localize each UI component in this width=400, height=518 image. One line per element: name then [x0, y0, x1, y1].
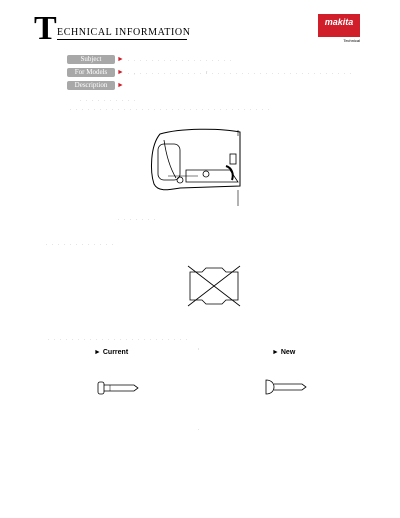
description-text-faint-1: . . . . . . . . . .: [80, 97, 137, 102]
logo-subtext: Technical: [343, 38, 360, 43]
paragraph-faint-3: . . . . . . . . . . . . . . . . . . . . . . . .: [48, 336, 189, 341]
paragraph-faint-2: . . . . . . . . . . . .: [46, 241, 115, 246]
description-text-faint-2: . . . . . . . . . . . . . . . . . . . . . . . . . . . . . . . . . .: [70, 106, 271, 111]
current-screw-illustration: [96, 380, 140, 396]
for-models-arrow-icon: ►: [117, 68, 124, 76]
subject-arrow-icon: ►: [117, 55, 124, 63]
subject-tab: Subject: [67, 55, 115, 64]
title-initial-letter: T: [34, 10, 57, 47]
new-label: ► New: [272, 349, 296, 356]
models-text-faint: . , . . . . . . . . . . . / . . . . . . . . . . . . . . . . . . . . . . . .: [128, 70, 354, 75]
page-title: ECHNICAL INFORMATION: [57, 27, 191, 38]
description-arrow-icon: ►: [117, 81, 124, 89]
figure-caption-faint: . . . . . . .: [118, 216, 157, 221]
footer-mark-faint: .: [198, 426, 201, 431]
logo-text: makita: [324, 17, 354, 27]
subject-text-faint: . . . . . . . . . . . . . . . . . .: [128, 57, 233, 62]
new-screw-illustration: [264, 378, 308, 396]
crossed-out-part-illustration: [184, 264, 244, 308]
current-label: ► Current: [94, 349, 129, 356]
for-models-tab: For Models: [67, 68, 115, 77]
tool-cross-section-illustration: [140, 124, 250, 214]
description-tab: Description: [67, 81, 115, 90]
title-underline: [57, 39, 187, 40]
divider-mark-faint: :: [198, 346, 202, 351]
